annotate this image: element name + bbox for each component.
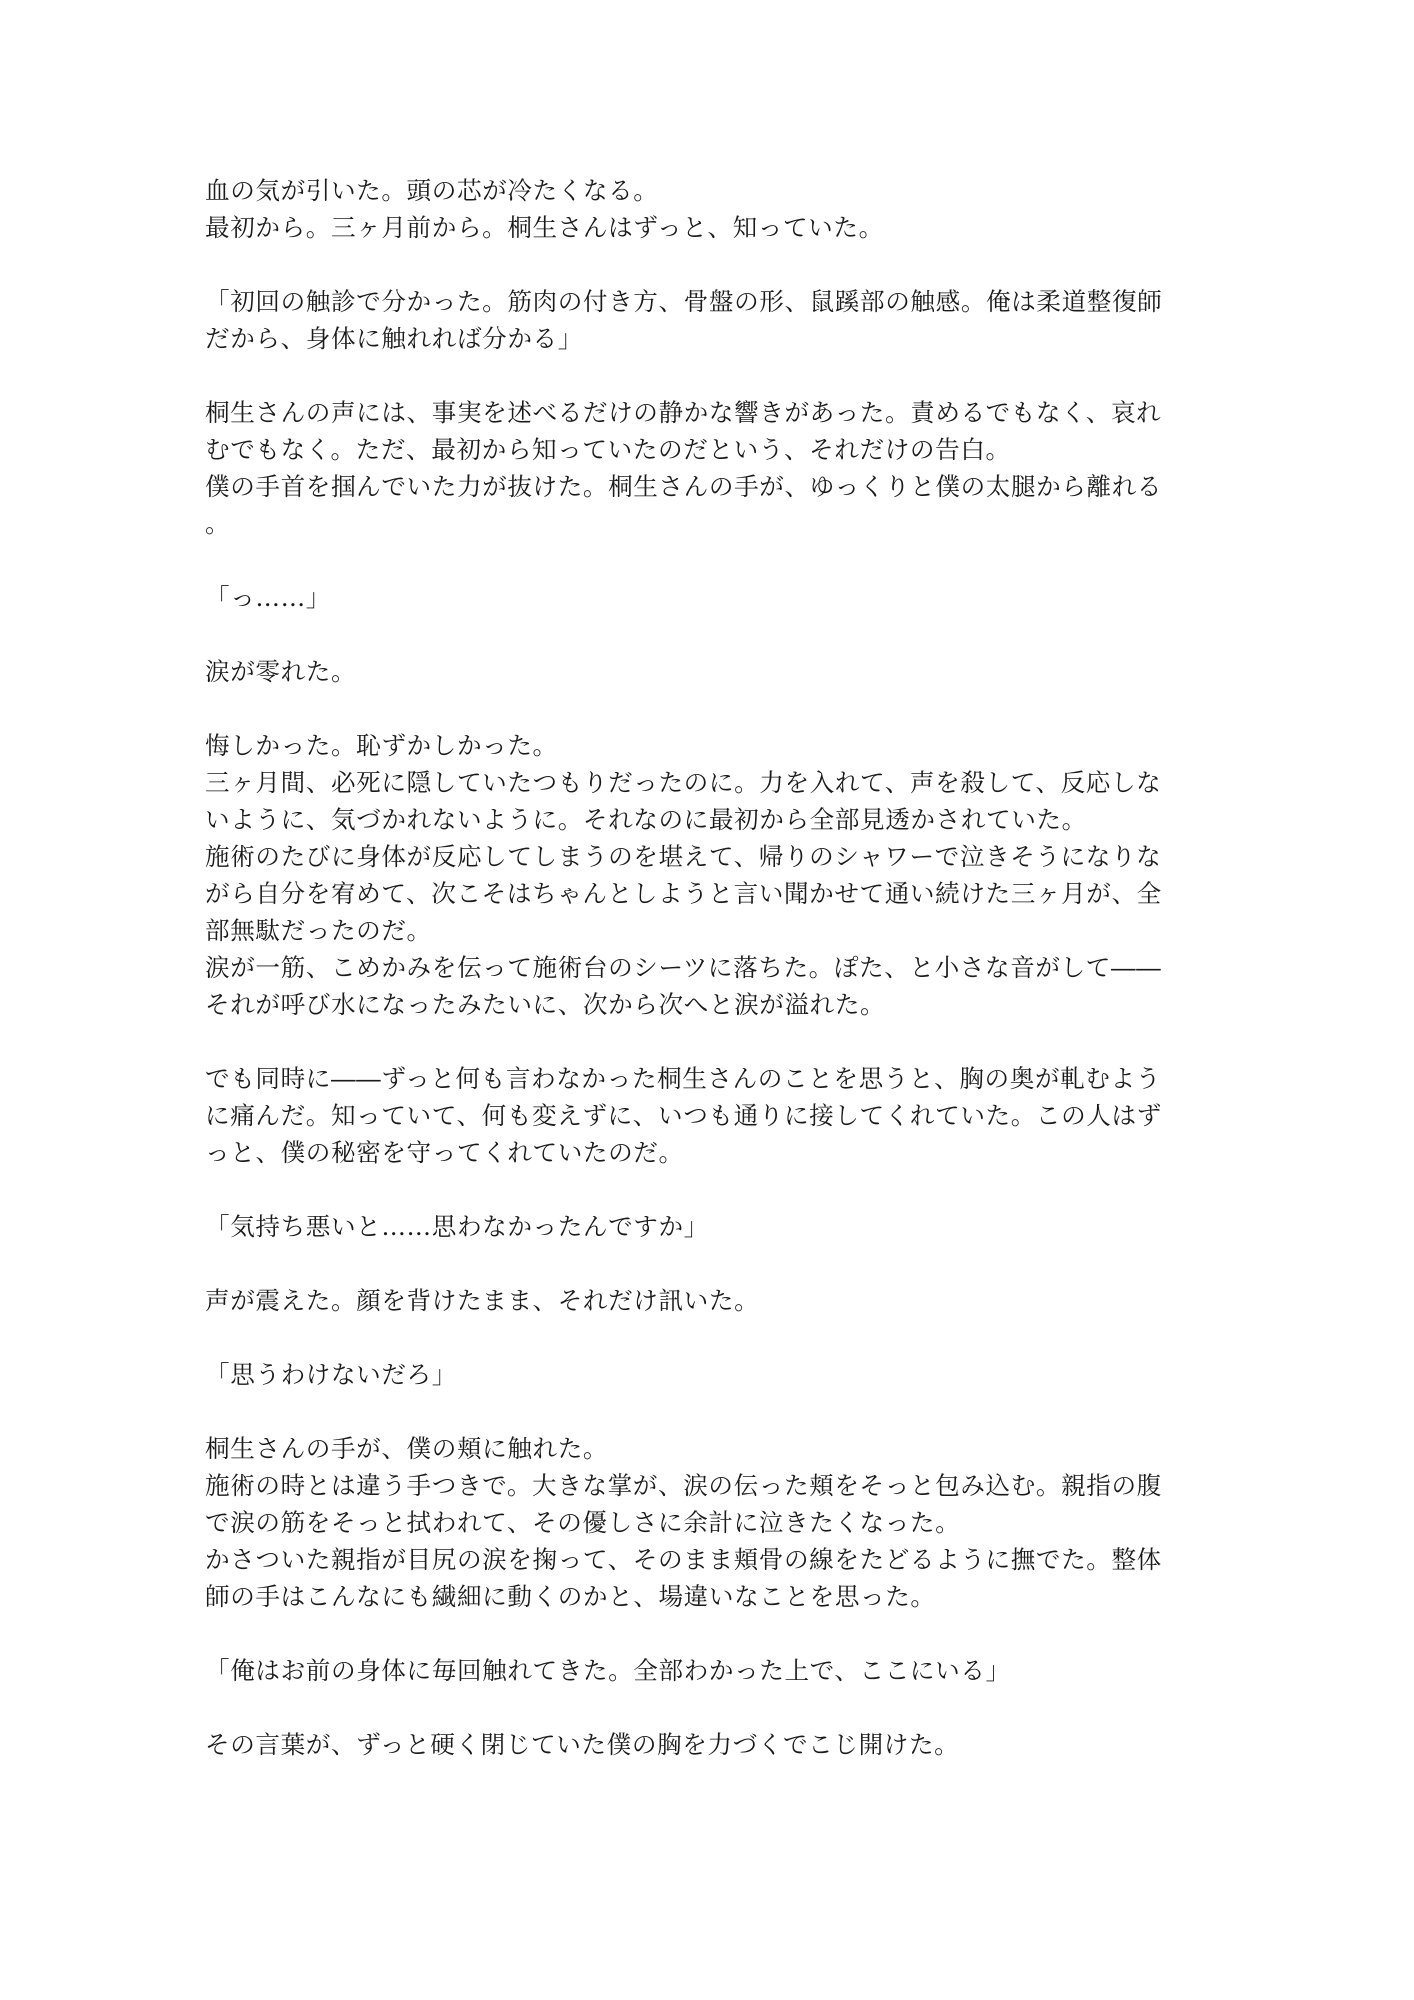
text-line: でも同時に――ずっと何も言わなかった桐生さんのことを思うと、胸の奥が軋むよう — [205, 1064, 1161, 1093]
blank-line — [205, 1023, 1165, 1060]
blank-line — [205, 1171, 1165, 1208]
text-line: 「気持ち悪いと……思わなかったんですか」 — [205, 1212, 709, 1241]
text-line: 声が震えた。顔を背けたまま、それだけ訊いた。 — [205, 1286, 760, 1315]
text-line: むでもなく。ただ、最初から知っていたのだという、それだけの告白。 — [205, 435, 1011, 464]
blank-line — [205, 1615, 1165, 1652]
text-line: で涙の筋をそっと拭われて、その優しさに余計に泣きたくなった。 — [205, 1508, 961, 1537]
text-line: その言葉が、ずっと硬く閉じていた僕の胸を力づくでこじ開けた。 — [205, 1730, 960, 1759]
text-line: 。 — [205, 509, 231, 538]
text-line: 施術のたびに身体が反応してしまうのを堪えて、帰りのシャワーで泣きそうになりな — [205, 842, 1162, 871]
text-line: 僕の手首を掴んでいた力が抜けた。桐生さんの手が、ゆっくりと僕の太腿から離れる — [205, 472, 1163, 501]
text-line: 桐生さんの声には、事実を述べるだけの静かな響きがあった。責めるでもなく、哀れ — [205, 398, 1162, 427]
text-line: だから、身体に触れれば分かる」 — [205, 324, 583, 353]
document-page — [205, 172, 1165, 1763]
text-line: 桐生さんの手が、僕の頬に触れた。 — [205, 1434, 609, 1463]
blank-line — [205, 246, 1165, 283]
blank-line — [205, 1393, 1165, 1430]
text-line: 部無駄だったのだ。 — [205, 916, 432, 945]
blank-line — [205, 357, 1165, 394]
text-line: かさついた親指が目尻の涙を掬って、そのまま頬骨の線をたどるように撫でた。整体 — [205, 1545, 1162, 1574]
text-line: 「っ……」 — [205, 583, 331, 612]
text-line: 「俺はお前の身体に毎回触れてきた。全部わかった上で、ここにいる」 — [205, 1656, 1011, 1685]
text-line: 施術の時とは違う手つきで。大きな掌が、涙の伝った頬をそっと包み込む。親指の腹 — [205, 1471, 1162, 1500]
text-line: 最初から。三ヶ月前から。桐生さんはずっと、知っていた。 — [205, 213, 884, 242]
blank-line — [205, 690, 1165, 727]
text-line: 「思うわけないだろ」 — [205, 1360, 457, 1389]
text-line: に痛んだ。知っていて、何も変えずに、いつも通りに接してくれていた。この人はず — [205, 1101, 1162, 1130]
text-line: 涙が零れた。 — [205, 657, 357, 686]
text-line: それが呼び水になったみたいに、次から次へと涙が溢れた。 — [205, 990, 886, 1019]
text-line: 師の手はこんなにも繊細に動くのかと、場違いなことを思った。 — [205, 1582, 936, 1611]
text-line: 「初回の触診で分かった。筋肉の付き方、骨盤の形、鼠蹊部の触感。俺は柔道整復師 — [205, 287, 1163, 316]
text-line: 悔しかった。恥ずかしかった。 — [205, 731, 558, 760]
text-line: 涙が一筋、こめかみを伝って施術台のシーツに落ちた。ぽた、と小さな音がして―― — [205, 953, 1162, 982]
blank-line — [205, 1319, 1165, 1356]
text-line: 血の気が引いた。頭の芯が冷たくなる。 — [205, 176, 659, 205]
text-line: っと、僕の秘密を守ってくれていたのだ。 — [205, 1138, 684, 1167]
blank-line — [205, 1689, 1165, 1726]
text-line: 三ヶ月間、必死に隠していたつもりだったのに。力を入れて、声を殺して、反応しな — [205, 768, 1162, 797]
blank-line — [205, 542, 1165, 579]
blank-line — [205, 616, 1165, 653]
text-line: いように、気づかれないように。それなのに最初から全部見透かされていた。 — [205, 805, 1087, 834]
text-line: がら自分を宥めて、次こそはちゃんとしようと言い聞かせて通い続けた三ヶ月が、全 — [205, 879, 1162, 908]
blank-line — [205, 1245, 1165, 1282]
